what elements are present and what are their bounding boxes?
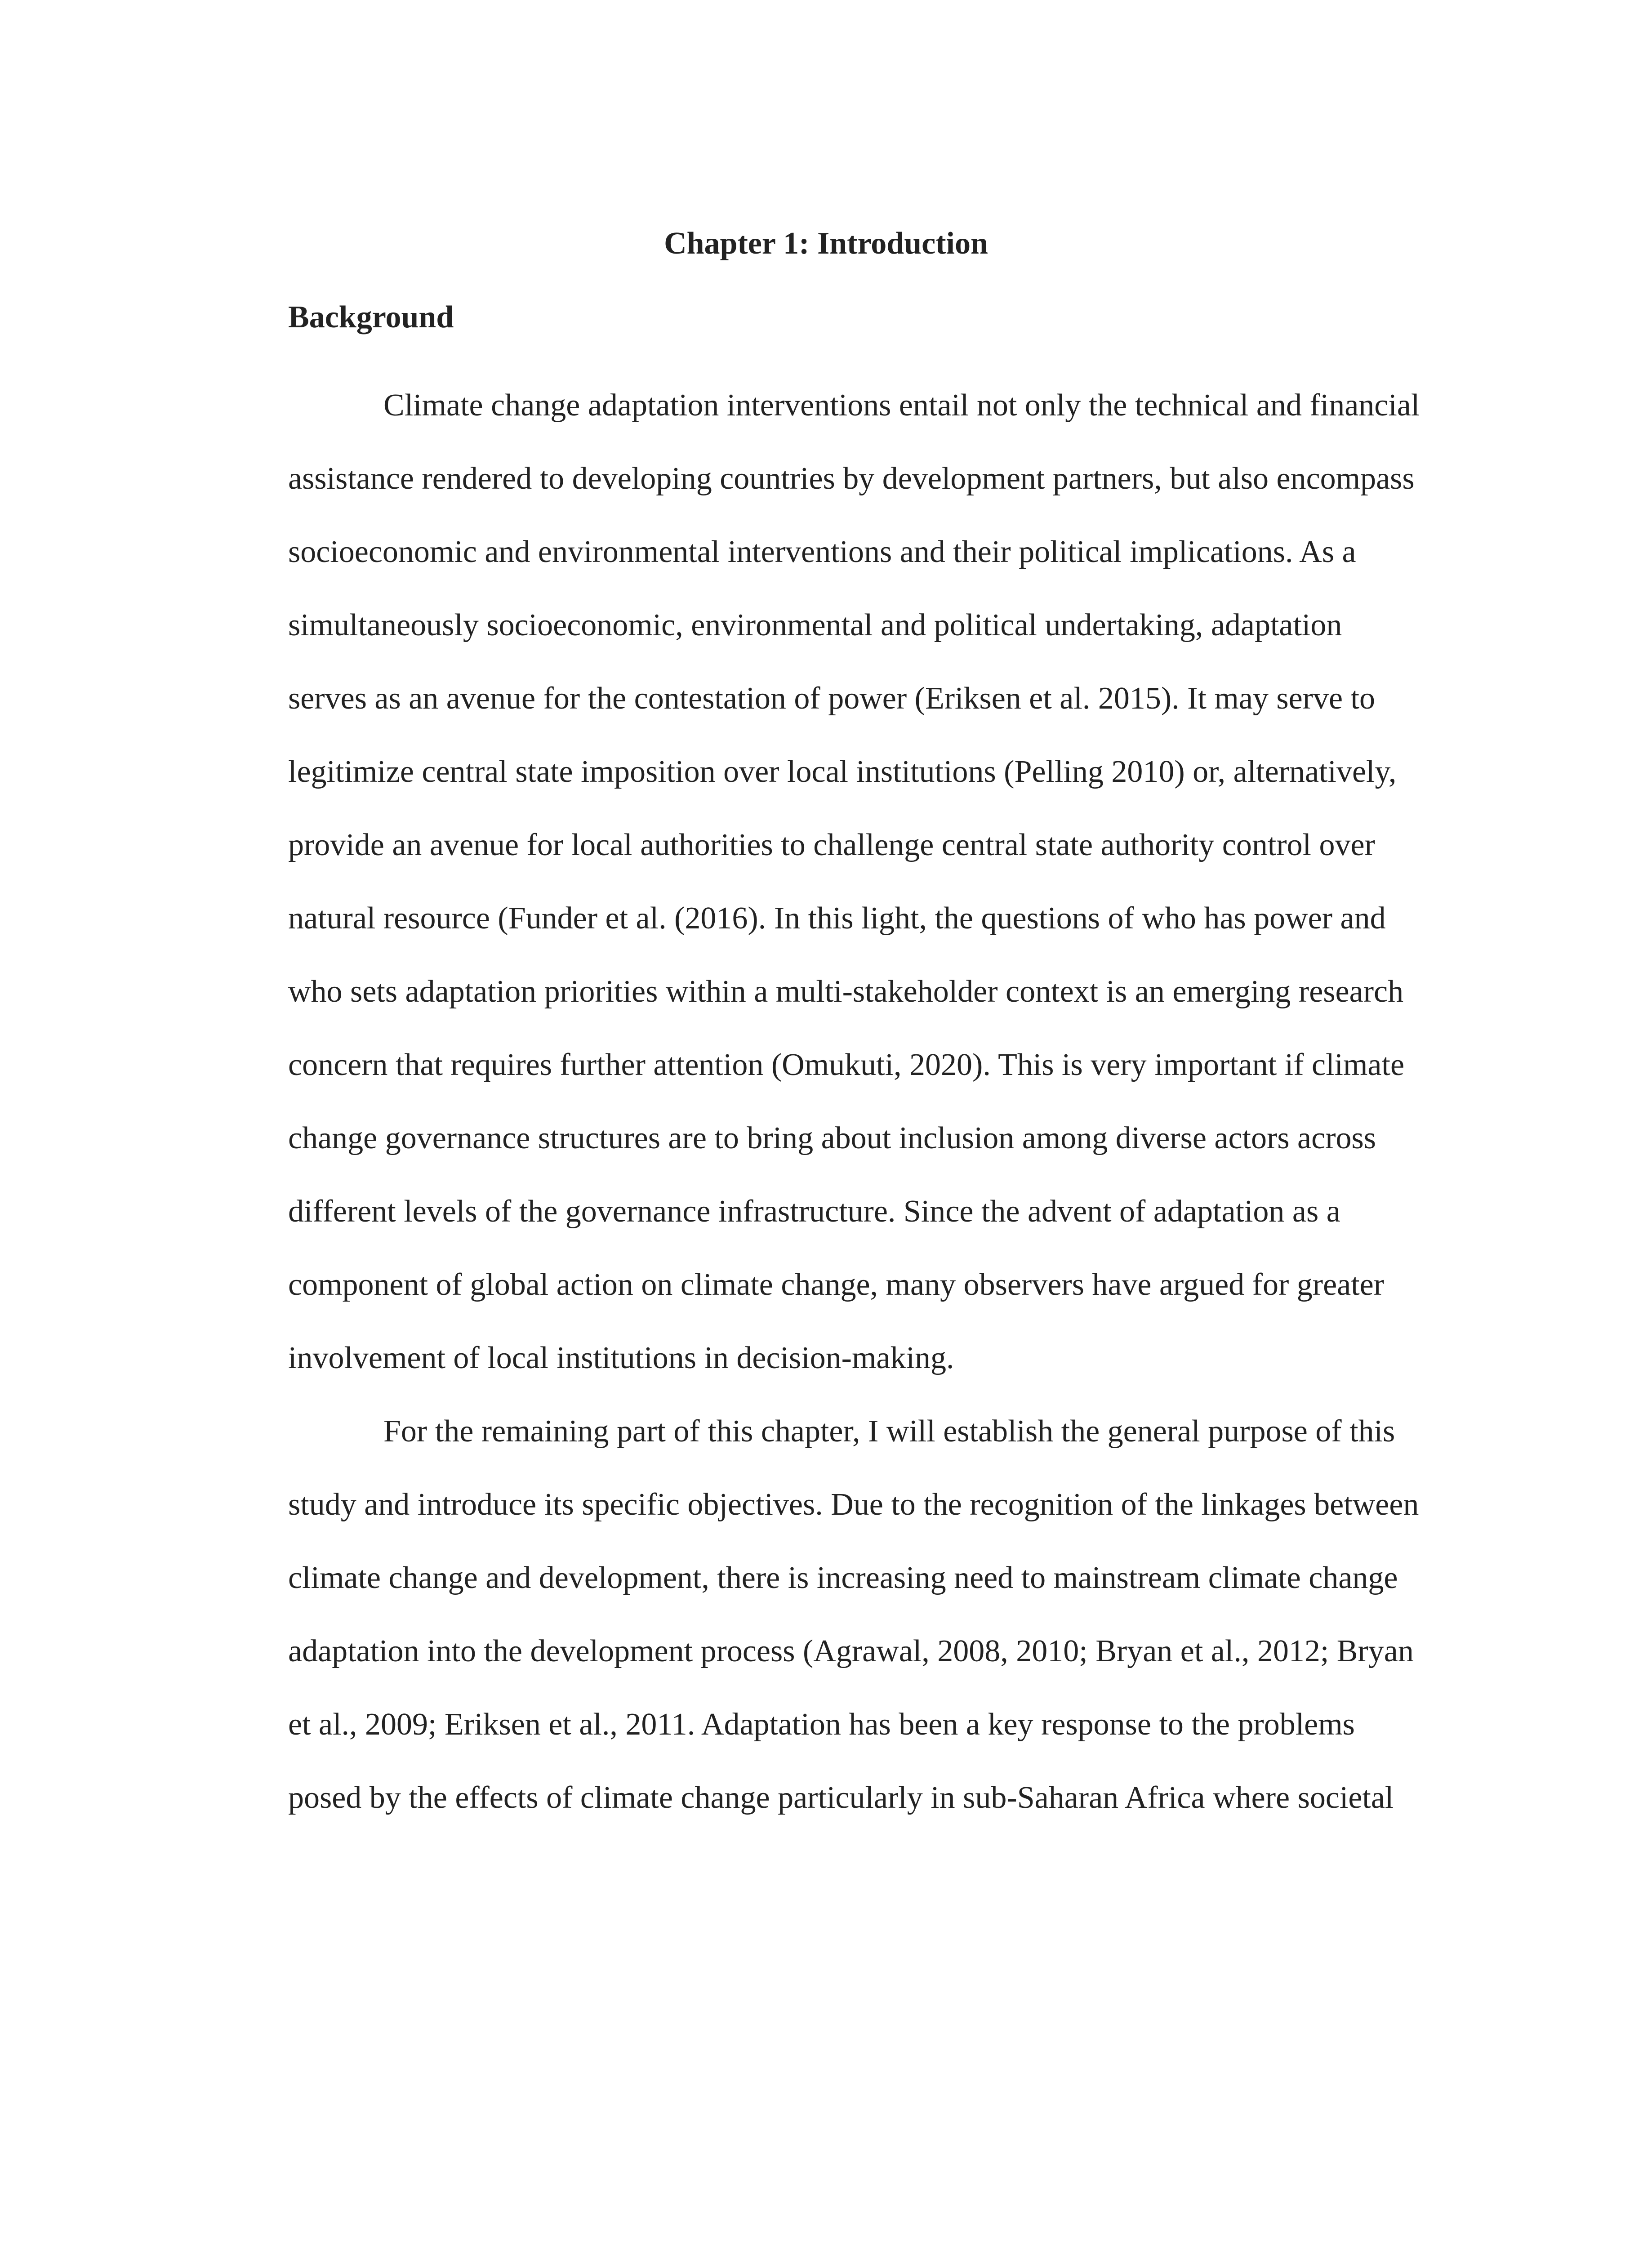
- paragraph-line: climate change and development, there is increasing need to mainstream climate change: [288, 1561, 1398, 1595]
- paragraph-line: provide an avenue for local authorities to challenge central state authority control over: [288, 828, 1375, 862]
- paragraph-line: different levels of the governance infrastructure. Since the advent of adaptation as a: [288, 1194, 1340, 1229]
- paragraph-line: simultaneously socioeconomic, environmental and political undertaking, adaptation: [288, 608, 1342, 642]
- paragraph-line: adaptation into the development process (Agrawal, 2008, 2010; Bryan et al., 2012; Bryan: [288, 1634, 1414, 1668]
- section-heading: Background: [288, 300, 454, 335]
- paragraph-line: legitimize central state imposition over local institutions (Pelling 2010) or, alternatively,: [288, 754, 1397, 789]
- paragraph-line: change governance structures are to bring about inclusion among diverse actors across: [288, 1121, 1376, 1155]
- paragraph-line: posed by the effects of climate change particularly in sub-Saharan Africa where societal: [288, 1780, 1394, 1815]
- paragraph-line: assistance rendered to developing countries by development partners, but also encompass: [288, 461, 1415, 496]
- paragraph-line: involvement of local institutions in decision-making.: [288, 1341, 954, 1375]
- paragraph-line: study and introduce its specific objectives. Due to the recognition of the linkages between: [288, 1487, 1419, 1522]
- body-text: [288, 369, 1443, 1834]
- paragraph-line: socioeconomic and environmental interventions and their political implications. As a: [288, 535, 1356, 569]
- paragraph-line: For the remaining part of this chapter, I will establish the general purpose of this: [383, 1414, 1395, 1449]
- paragraph-line: concern that requires further attention (Omukuti, 2020). This is very important if climate: [288, 1048, 1405, 1082]
- paragraph-line: natural resource (Funder et al. (2016). In this light, the questions of who has power and: [288, 901, 1386, 936]
- paragraph-line: who sets adaptation priorities within a multi-stakeholder context is an emerging research: [288, 974, 1404, 1009]
- paragraph-line: Climate change adaptation interventions entail not only the technical and financial: [383, 388, 1420, 423]
- paragraph-line: serves as an avenue for the contestation of power (Eriksen et al. 2015). It may serve to: [288, 681, 1376, 716]
- paragraph-line: et al., 2009; Eriksen et al., 2011. Adaptation has been a key response to the problems: [288, 1707, 1355, 1742]
- paragraph-line: component of global action on climate change, many observers have argued for greater: [288, 1267, 1385, 1302]
- chapter-title: Chapter 1: Introduction: [664, 226, 988, 261]
